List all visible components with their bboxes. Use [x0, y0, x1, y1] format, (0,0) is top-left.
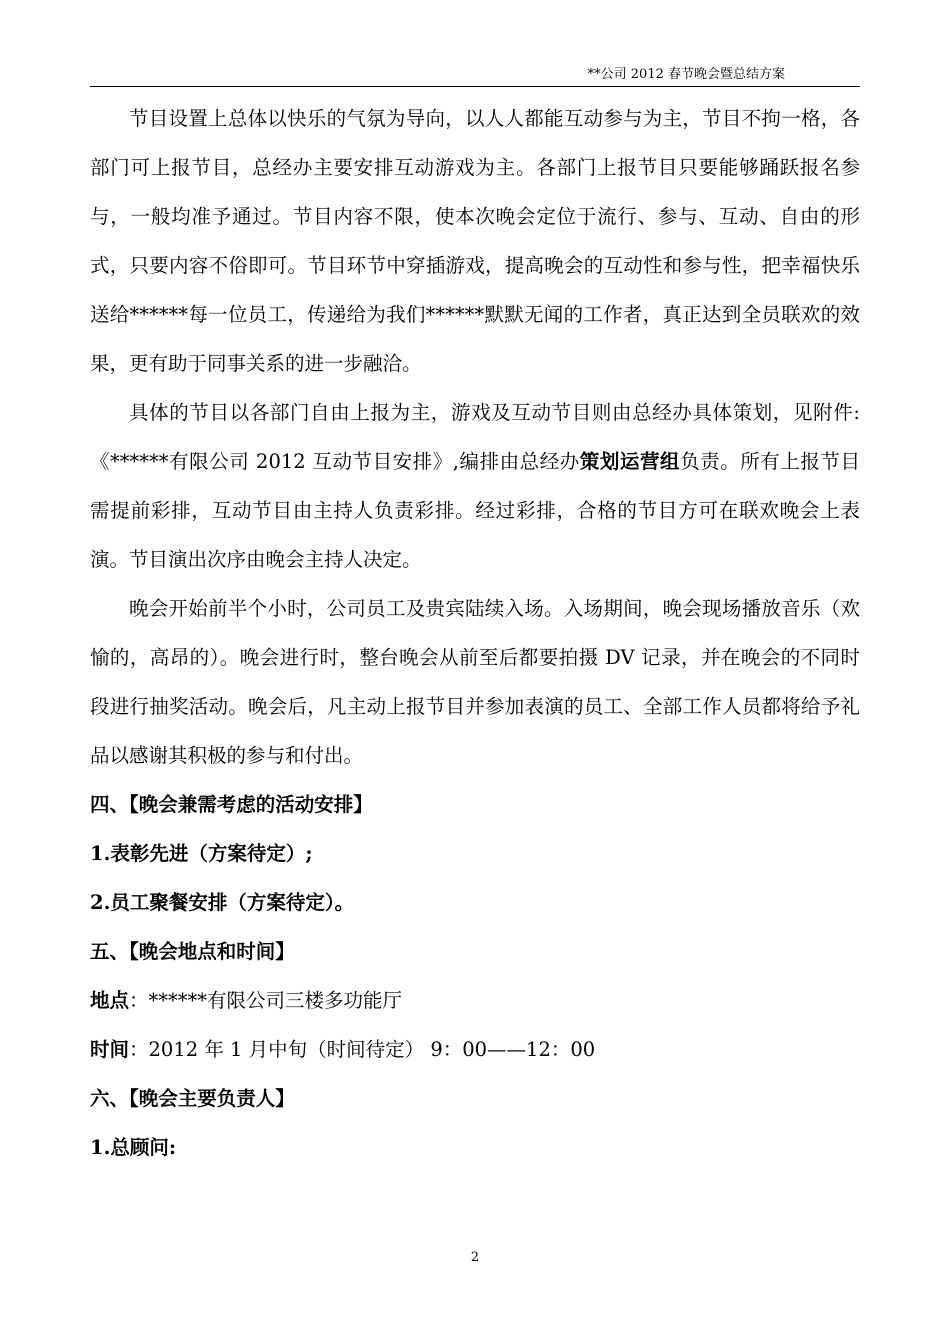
paragraph-text: 负责。所有上报节目需提前彩排，互动节目由主持人负责彩排。经过彩排，合格的节目方可在联欢晚会上表演。节目演出次序由晚会主持人决定。: [90, 450, 860, 571]
section-6-heading: 六、【晚会主要负责人】: [90, 1087, 295, 1110]
location-value: ：******有限公司三楼多功能厅: [129, 989, 403, 1012]
list-item: 1.总顾问:: [90, 1136, 177, 1159]
section-4-heading: 四、【晚会兼需考虑的活动安排】: [90, 793, 373, 816]
time-label: 时间: [90, 1038, 130, 1061]
page-header: [90, 62, 860, 87]
paragraph-program-setup: 节目设置上总体以快乐的气氛为导向，以人人都能互动参与为主，节目不拘一格，各部门可上报节目，总经办主要安排互动游戏为主。各部门上报节目只要能够踊跃报名参与，一般均准予通过。节目内容不限，使本次晚会定位于流行、参与、互动、自由的形式，只要内容不俗即可。节目环节中穿插游戏，提高晚会的互动性和参与性，把幸福快乐送给******每一位员工，传递给为我们******默默无闻的工作者，真正达到全员联欢的效果，更有助于同事关系的进一步融洽。: [90, 107, 860, 375]
location-line: [90, 976, 860, 1025]
location-label: 地点: [90, 989, 130, 1012]
planning-group-text: 策划运营组: [579, 450, 681, 473]
paragraph-program-arrangement: [90, 388, 860, 584]
time-value: ：2012 年 1 月中旬（时间待定） 9：00——12：00: [129, 1038, 596, 1061]
section-5-heading: 五、【晚会地点和时间】: [90, 940, 295, 963]
time-line: [90, 1025, 860, 1074]
list-item: 1.表彰先进（方案待定）;: [90, 842, 313, 865]
page-number: 2: [470, 1250, 480, 1265]
paragraph-text: 具体的节目以各部门自由上报为主，游戏及互动节目则由总经办具体策划，见附件:《******有限公司 2012 互动节目安排》,编排由总经办: [90, 401, 860, 473]
document-body: [90, 94, 860, 1172]
list-item: 2.员工聚餐安排（方案待定）。: [90, 891, 355, 914]
header-title: **公司 2012 春节晚会暨总结方案: [587, 67, 785, 82]
paragraph-event-flow: 晚会开始前半个小时，公司员工及贵宾陆续入场。入场期间，晚会现场播放音乐（欢愉的，高昂的）。晚会进行时，整台晚会从前至后都要拍摄 DV 记录，并在晚会的不同时段进行抽奖活动。晚会后，凡主动上报节目并参加表演的员工、全部工作人员都将给予礼品以感谢其积极的参与和付出。: [90, 597, 860, 767]
